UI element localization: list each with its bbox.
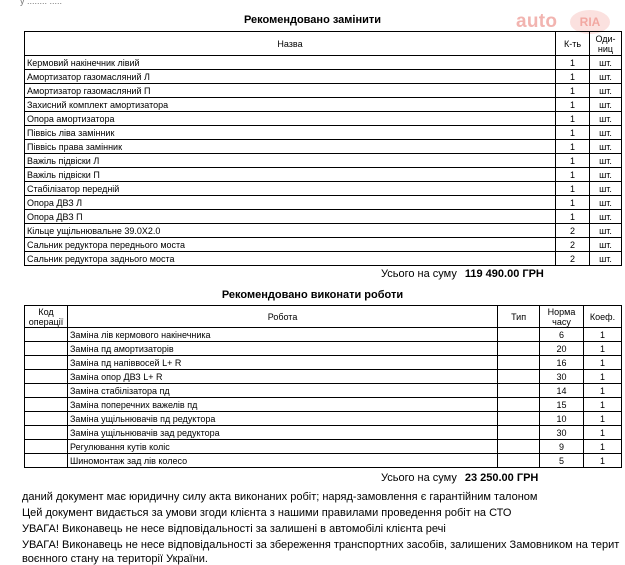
header-name: Назва — [25, 32, 556, 56]
work-code — [25, 412, 68, 426]
part-unit: шт. — [590, 112, 622, 126]
part-name: Амортизатор газомасляний Л — [25, 70, 556, 84]
work-name: Заміна поперечних важелів пд — [67, 398, 497, 412]
work-type — [498, 454, 540, 468]
work-code — [25, 384, 68, 398]
part-name: Опора ДВЗ Л — [25, 196, 556, 210]
part-qty: 2 — [556, 252, 590, 266]
part-name: Сальник редуктора заднього моста — [25, 252, 556, 266]
part-unit: шт. — [590, 196, 622, 210]
part-name: Опора амортизатора — [25, 112, 556, 126]
work-code — [25, 426, 68, 440]
works-total-value: 23 250.00 ГРН — [464, 472, 539, 484]
part-qty: 1 — [556, 84, 590, 98]
table-row — [25, 224, 622, 238]
note-warning-vehicles: УВАГА! Виконавець не несе відповідальності за збереження транспортних засобів, залишених Замовником на терит — [22, 539, 620, 551]
logo-brand-text: auto — [516, 11, 558, 32]
work-code — [25, 370, 68, 384]
note-legal: даний документ має юридичну силу акта виконаних робіт; наряд-замовлення є гарантійним талоном — [22, 491, 538, 503]
table-row — [25, 328, 622, 342]
work-coef: 1 — [583, 412, 621, 426]
part-name: Важіль підвіски Л — [25, 154, 556, 168]
table-row — [25, 154, 622, 168]
header-type: Тип — [498, 306, 540, 328]
part-name: Стабілізатор передній — [25, 182, 556, 196]
work-coef: 1 — [583, 454, 621, 468]
work-norm: 30 — [540, 370, 584, 384]
part-name: Піввісь ліва замінник — [25, 126, 556, 140]
logo-badge: RIA — [570, 10, 610, 34]
part-qty: 1 — [556, 70, 590, 84]
table-row — [25, 412, 622, 426]
table-row — [25, 70, 622, 84]
work-type — [498, 412, 540, 426]
work-name: Шиномонтаж зад лів колесо — [67, 454, 497, 468]
parts-total-label: Усього на суму — [381, 268, 457, 280]
work-name: Заміна ущільнювачів зад редуктора — [67, 426, 497, 440]
work-norm: 5 — [540, 454, 584, 468]
work-norm: 14 — [540, 384, 584, 398]
table-row — [25, 426, 622, 440]
work-name: Заміна пд напіввосей L+ R — [67, 356, 497, 370]
table-row — [25, 210, 622, 224]
part-unit: шт. — [590, 84, 622, 98]
work-norm: 20 — [540, 342, 584, 356]
part-name: Кільце ущільнювальне 39.0X2.0 — [25, 224, 556, 238]
work-norm: 6 — [540, 328, 584, 342]
part-name: Важіль підвіски П — [25, 168, 556, 182]
work-norm: 9 — [540, 440, 584, 454]
work-coef: 1 — [583, 384, 621, 398]
work-norm: 30 — [540, 426, 584, 440]
parts-rows — [25, 56, 622, 266]
part-qty: 1 — [556, 140, 590, 154]
table-row — [25, 370, 622, 384]
part-unit: шт. — [590, 98, 622, 112]
parts-title: Рекомендовано замінити — [243, 14, 382, 26]
part-unit: шт. — [590, 154, 622, 168]
work-code — [25, 454, 68, 468]
part-name: Піввісь права замінник — [25, 140, 556, 154]
table-row — [25, 454, 622, 468]
table-row — [25, 182, 622, 196]
part-unit: шт. — [590, 210, 622, 224]
part-qty: 1 — [556, 56, 590, 70]
work-norm: 16 — [540, 356, 584, 370]
part-name: Захисний комплект амортизатора — [25, 98, 556, 112]
part-name: Опора ДВЗ П — [25, 210, 556, 224]
table-row — [25, 398, 622, 412]
parts-total-value: 119 490.00 ГРН — [464, 268, 544, 280]
work-coef: 1 — [583, 370, 621, 384]
part-qty: 1 — [556, 98, 590, 112]
part-qty: 1 — [556, 168, 590, 182]
work-type — [498, 384, 540, 398]
work-coef: 1 — [583, 398, 621, 412]
header-qty: К-ть — [556, 32, 590, 56]
part-unit: шт. — [590, 252, 622, 266]
table-row — [25, 196, 622, 210]
work-name: Регулювання кутів коліс — [67, 440, 497, 454]
table-row — [25, 168, 622, 182]
table-row — [25, 356, 622, 370]
part-qty: 1 — [556, 126, 590, 140]
clipped-header-text: у ........ ..... — [20, 0, 63, 6]
part-name: Сальник редуктора переднього моста — [25, 238, 556, 252]
work-norm: 10 — [540, 412, 584, 426]
part-qty: 1 — [556, 112, 590, 126]
work-norm: 15 — [540, 398, 584, 412]
part-qty: 1 — [556, 210, 590, 224]
work-code — [25, 342, 68, 356]
table-row — [25, 384, 622, 398]
part-unit: шт. — [590, 140, 622, 154]
header-work: Робота — [67, 306, 497, 328]
work-name: Заміна опор ДВЗ L+ R — [67, 370, 497, 384]
header-code: Код операції — [25, 306, 68, 328]
table-row — [25, 112, 622, 126]
works-rows — [25, 328, 622, 468]
parts-table — [24, 31, 622, 266]
part-qty: 2 — [556, 224, 590, 238]
header-unit: Оди-ниц — [590, 32, 622, 56]
work-type — [498, 356, 540, 370]
part-name: Кермовий накінечник лівий — [25, 56, 556, 70]
part-unit: шт. — [590, 182, 622, 196]
part-unit: шт. — [590, 168, 622, 182]
part-unit: шт. — [590, 56, 622, 70]
work-coef: 1 — [583, 440, 621, 454]
work-type — [498, 440, 540, 454]
work-type — [498, 328, 540, 342]
works-table — [24, 305, 622, 468]
work-name: Заміна стабілізатора пд — [67, 384, 497, 398]
works-total — [381, 472, 538, 484]
part-unit: шт. — [590, 70, 622, 84]
work-coef: 1 — [583, 356, 621, 370]
table-row — [25, 56, 622, 70]
table-row — [25, 126, 622, 140]
work-type — [498, 370, 540, 384]
part-qty: 1 — [556, 196, 590, 210]
work-code — [25, 328, 68, 342]
part-qty: 2 — [556, 238, 590, 252]
table-row — [25, 440, 622, 454]
work-type — [498, 426, 540, 440]
part-unit: шт. — [590, 238, 622, 252]
part-name: Амортизатор газомасляний П — [25, 84, 556, 98]
table-row — [25, 252, 622, 266]
part-qty: 1 — [556, 182, 590, 196]
work-type — [498, 342, 540, 356]
table-row — [25, 84, 622, 98]
note-warning-items: УВАГА! Виконавець не несе відповідальності за залишені в автомобілі клієнта речі — [22, 523, 446, 535]
work-coef: 1 — [583, 342, 621, 356]
work-coef: 1 — [583, 328, 621, 342]
table-row — [25, 238, 622, 252]
parts-total — [381, 268, 544, 280]
header-coef: Коеф. — [583, 306, 621, 328]
work-type — [498, 398, 540, 412]
note-martial-law: воєнного стану на території України. — [22, 553, 208, 565]
part-unit: шт. — [590, 224, 622, 238]
works-total-label: Усього на суму — [381, 472, 457, 484]
work-code — [25, 356, 68, 370]
work-name: Заміна лів кермового накінечника — [67, 328, 497, 342]
work-name: Заміна пд амортизаторів — [67, 342, 497, 356]
work-name: Заміна ущільнювачів пд редуктора — [67, 412, 497, 426]
part-unit: шт. — [590, 126, 622, 140]
work-code — [25, 440, 68, 454]
work-code — [25, 398, 68, 412]
header-norm: Норма часу — [540, 306, 584, 328]
table-row — [25, 140, 622, 154]
table-row — [25, 98, 622, 112]
table-row — [25, 342, 622, 356]
work-coef: 1 — [583, 426, 621, 440]
works-title: Рекомендовано виконати роботи — [221, 289, 404, 301]
part-qty: 1 — [556, 154, 590, 168]
note-consent: Цей документ видається за умови згоди клієнта з нашими правилами проведення робіт на СТО — [22, 507, 512, 519]
